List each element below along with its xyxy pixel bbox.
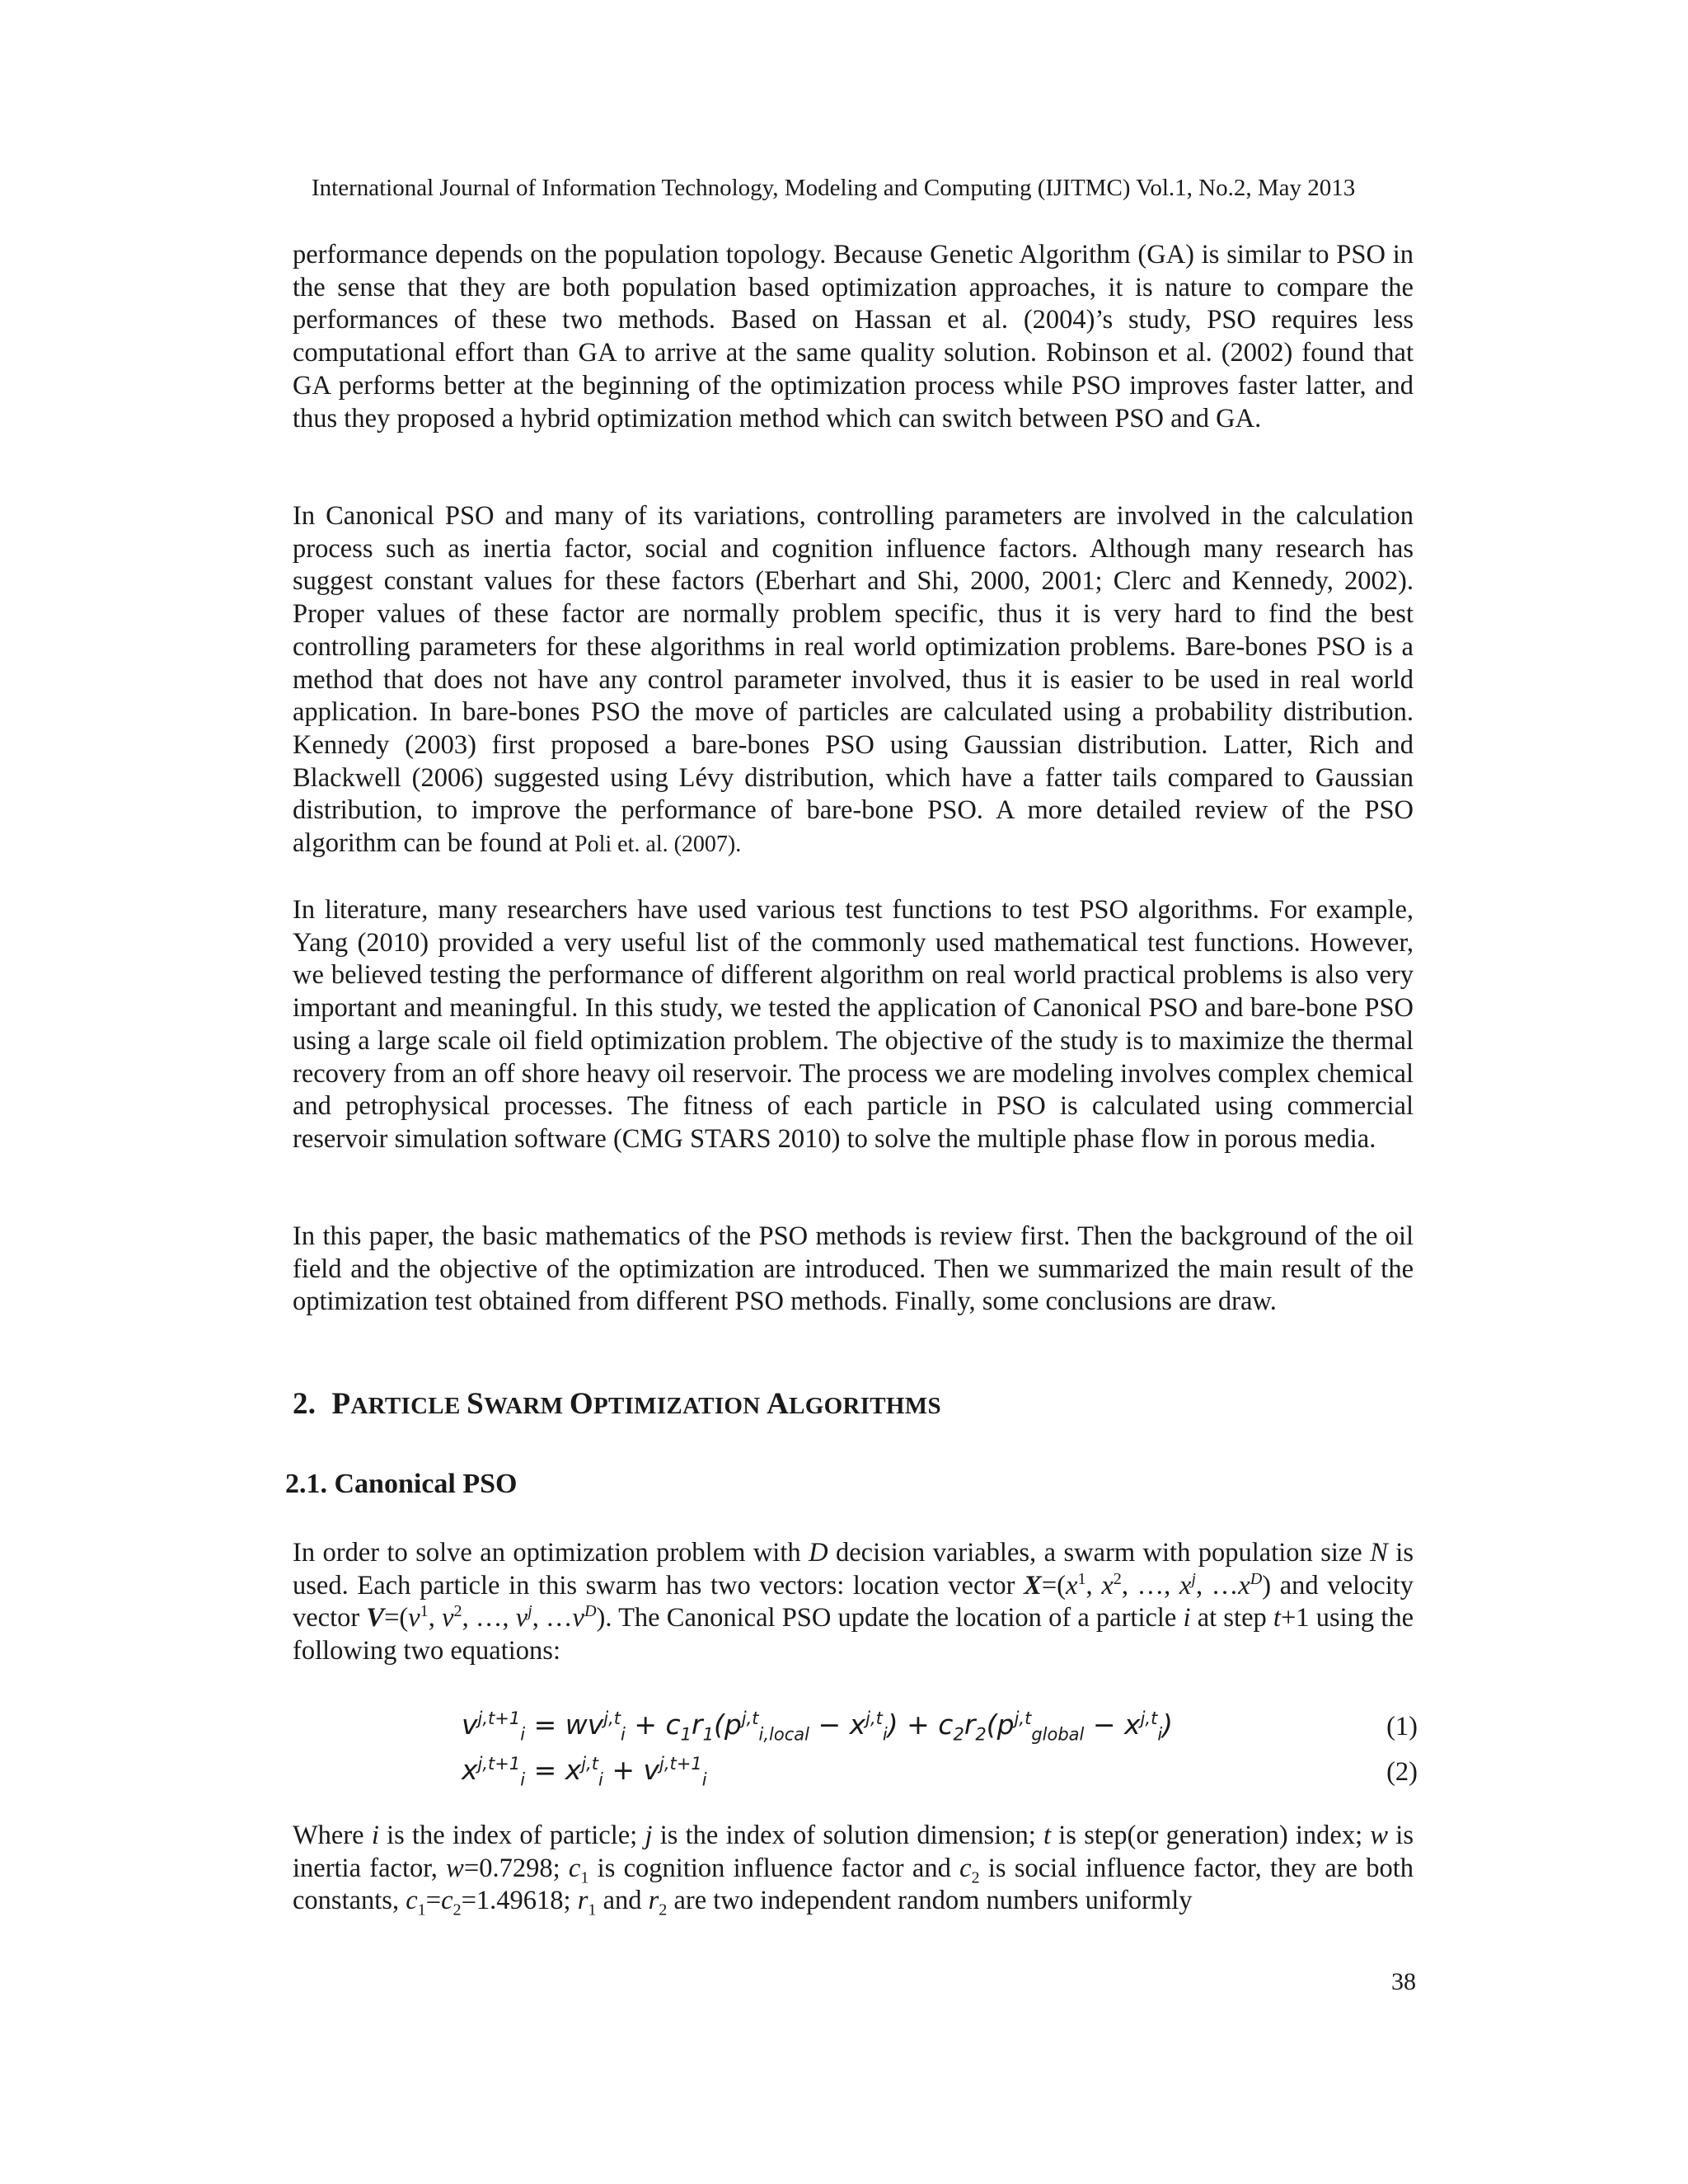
- paragraph-text: performance depends on the population topology. Because Genetic Algorithm (GA) is similar to PSO in the sense that they are both population based optimization approaches, it is nature to compare the performances of these two methods. Based on Hassan et al. (2004)’s study, PSO requires less computational effort than GA to arrive at the same quality solution. Robinson et al. (2002) found that GA performs better at the beginning of the optimization process while PSO improves faster latter, and thus they proposed a hybrid optimization method which can switch between PSO and GA.: [293, 240, 1414, 434]
- page-number: 38: [1391, 1968, 1416, 1995]
- paragraph-2: [293, 500, 1414, 861]
- paragraph-text: Where i is the index of particle; j is the index of solution dimension; t is step(or generation) index; w is inertia factor, w=0.7298; $c_1$ is cognition influence factor and $c_2$ is social influence factor, they are both constants, $c_1=c_2=1.49618$; $r_1$ and $r_2$ are two independent random numbers uniformly: [293, 1821, 1414, 1919]
- citation-poli: Poli et. al. (2007).: [574, 832, 742, 858]
- equation-2-expression: $x^{j,t+1}_i = x^{j,t}_i + v^{j,t+1}_i$: [462, 1754, 707, 1790]
- equation-1-number: (1): [1386, 1712, 1418, 1741]
- paragraph-4: [293, 1221, 1414, 1319]
- running-header: International Journal of Information Technology, Modeling and Computing (IJITMC) Vol.1, No.2, May 2013: [312, 175, 1356, 201]
- section-heading: [293, 1386, 941, 1422]
- paragraph-text: In this paper, the basic mathematics of the PSO methods is review first. Then the background of the oil field and the objective of the optimization are introduced. Then we summarized the main result of the optimization test obtained from different PSO methods. Finally, some conclusions are draw.: [293, 1221, 1414, 1317]
- section-number: 2.: [293, 1387, 316, 1421]
- paragraph-text: In order to solve an optimization problem with D decision variables, a swarm with population size N is used. Each particle in this swarm has two vectors: location vector $X=(x^1$, $x^2$, …, $x^j$, $\dots x^D$) and velocity vector $V=(v^1$, $v^2$, …, $v^j$, $\dots v^D$). The Canonical PSO update the location of a particle i at step t+1 using the following two equations:: [293, 1538, 1414, 1666]
- paragraph-6: [293, 1820, 1414, 1918]
- equation-1-expression: $v^{j,t+1}_i = wv^{j,t}_i + c_1r_1(p^{j,t}_{i,local} - x^{j,t}_i) + c_2r_2(p^{j,t}_{global} - x^{j,t}_i)$: [462, 1708, 1174, 1745]
- paragraph-5: [293, 1537, 1414, 1668]
- paragraph-3: [293, 894, 1414, 1156]
- paragraph-1: [293, 239, 1414, 435]
- section-title: PARTICLE SWARM OPTIMIZATION ALGORITHMS: [331, 1387, 941, 1421]
- equation-1: [462, 1708, 1418, 1748]
- paragraph-text: [293, 500, 1414, 861]
- equation-2-number: (2): [1386, 1757, 1418, 1787]
- paragraph-main: In Canonical PSO and many of its variations, controlling parameters are involved in the calculation process such as inertia factor, social and cognition influence factors. Although many research has suggest constant values for these factors (Eberhart and Shi, 2000, 2001; Clerc and Kennedy, 2002). Proper values of these factor are normally problem specific, thus it is very hard to find the best controlling parameters for these algorithms in real world optimization problems. Bare-bones PSO is a method that does not have any control parameter involved, thus it is easier to be used in real world application. In bare-bones PSO the move of particles are calculated using a probability distribution. Kennedy (2003) first proposed a bare-bones PSO using Gaussian distribution. Latter, Rich and Blackwell (2006) suggested using Lévy distribution, which have a fatter tails compared to Gaussian distribution, to improve the performance of bare-bone PSO. A more detailed review of the PSO algorithm can be found at: [293, 501, 1414, 859]
- equation-2: [462, 1754, 1418, 1793]
- subsection-heading: 2.1. Canonical PSO: [285, 1469, 518, 1499]
- paragraph-text: In literature, many researchers have used various test functions to test PSO algorithms. For example, Yang (2010) provided a very useful list of the commonly used mathematical test functions. However, we believed testing the performance of different algorithm on real world practical problems is also very important and meaningful. In this study, we tested the application of Canonical PSO and bare-bone PSO using a large scale oil field optimization problem. The objective of the study is to maximize the thermal recovery from an off shore heavy oil reservoir. The process we are modeling involves complex chemical and petrophysical processes. The fitness of each particle in PSO is calculated using commercial reservoir simulation software (CMG STARS 2010) to solve the multiple phase flow in porous media.: [293, 895, 1414, 1154]
